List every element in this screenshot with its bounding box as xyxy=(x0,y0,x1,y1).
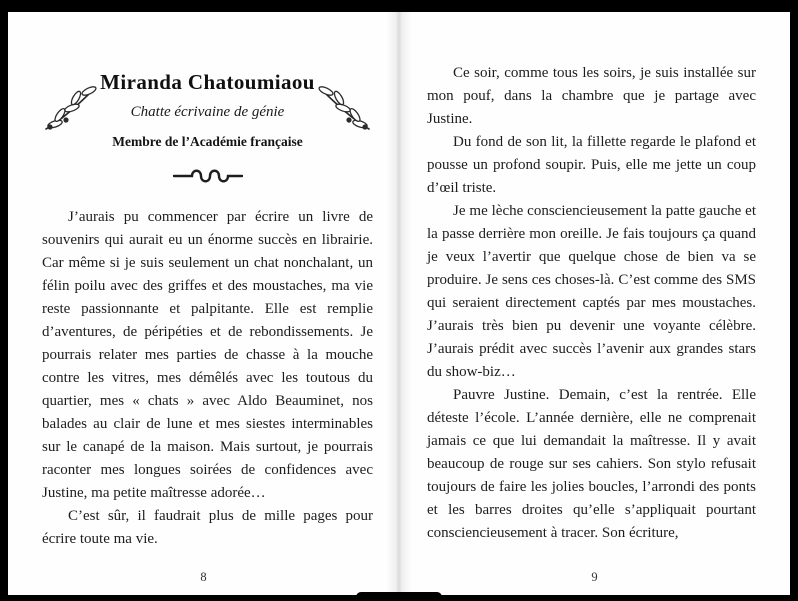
chapter-subtitle: Chatte écrivaine de génie xyxy=(130,104,285,120)
paragraph: Je me lèche consciencieusement la patte gauche et la passe derrière mon oreille. Je fais toujours ça quand je veux l’avertir que quelque chose de bien va se produire. Je sens ces choses-là. C’est comme des SMS qui seraient directement captés par mes moustaches. J’aurais très bien pu devenir une voyante célèbre. J’aurais prédit avec succès l’avenir aux grandes stars du show-biz… xyxy=(427,203,756,380)
left-page-body xyxy=(42,206,373,551)
spine-notch xyxy=(356,592,442,601)
paragraph: Ce soir, comme tous les soirs, je suis installée sur mon pouf, dans la chambre que je partage avec Justine. xyxy=(427,65,756,127)
paragraph: Du fond de son lit, la fillette regarde le plafond et pousse un profond soupir. Puis, elle me jette un coup d’œil triste. xyxy=(427,134,756,196)
olive-branch-right-icon xyxy=(315,82,373,136)
open-pages xyxy=(8,12,790,595)
page-number-right: 9 xyxy=(591,570,598,584)
olive-branch-left-icon xyxy=(42,82,100,136)
chapter-title: Miranda Chatoumiaou xyxy=(100,70,315,94)
paragraph: C’est sûr, il faudrait plus de mille pages pour écrire toute ma vie. xyxy=(42,508,373,547)
page-right xyxy=(399,12,790,595)
chapter-heading xyxy=(42,70,373,150)
page-number-left: 8 xyxy=(200,570,207,584)
right-page-body xyxy=(427,62,756,545)
page-left xyxy=(8,12,399,595)
chapter-affiliation: Membre de l’Académie française xyxy=(112,134,303,149)
squiggle-divider-icon xyxy=(42,165,373,192)
paragraph: Pauvre Justine. Demain, c’est la rentrée. Elle déteste l’école. L’année dernière, elle ne comprenait jamais ce que lui demandait la maîtresse. Il y avait beaucoup de rouge sur ses cahiers. Son stylo refusait toujours de faire les jolies boucles, l’arrondi des ponts et les barres droites qu’elle s’appliquait pourtant consciencieusement à tracer. Son écriture, xyxy=(427,387,756,541)
paragraph: J’aurais pu commencer par écrire un livre de souvenirs qui aurait eu un énorme succès en librairie. Car même si je suis seulement un chat nonchalant, un félin poilu avec des griffes et des moustaches, ma vie reste passionnante et palpitante. Elle est remplie d’aventures, de péripéties et de rebondissements. Je pourrais relater mes parties de chasse à la mouche contre les vitres, mes démêlés avec les toutous du quartier, mes « chats » avec Aldo Beauminet, nos balades au clair de lune et mes siestes interminables sur le canapé de la maison. Mais surtout, je pourrais raconter mes longues soirées de confidences avec Justine, ma petite maîtresse adorée… xyxy=(42,209,373,501)
